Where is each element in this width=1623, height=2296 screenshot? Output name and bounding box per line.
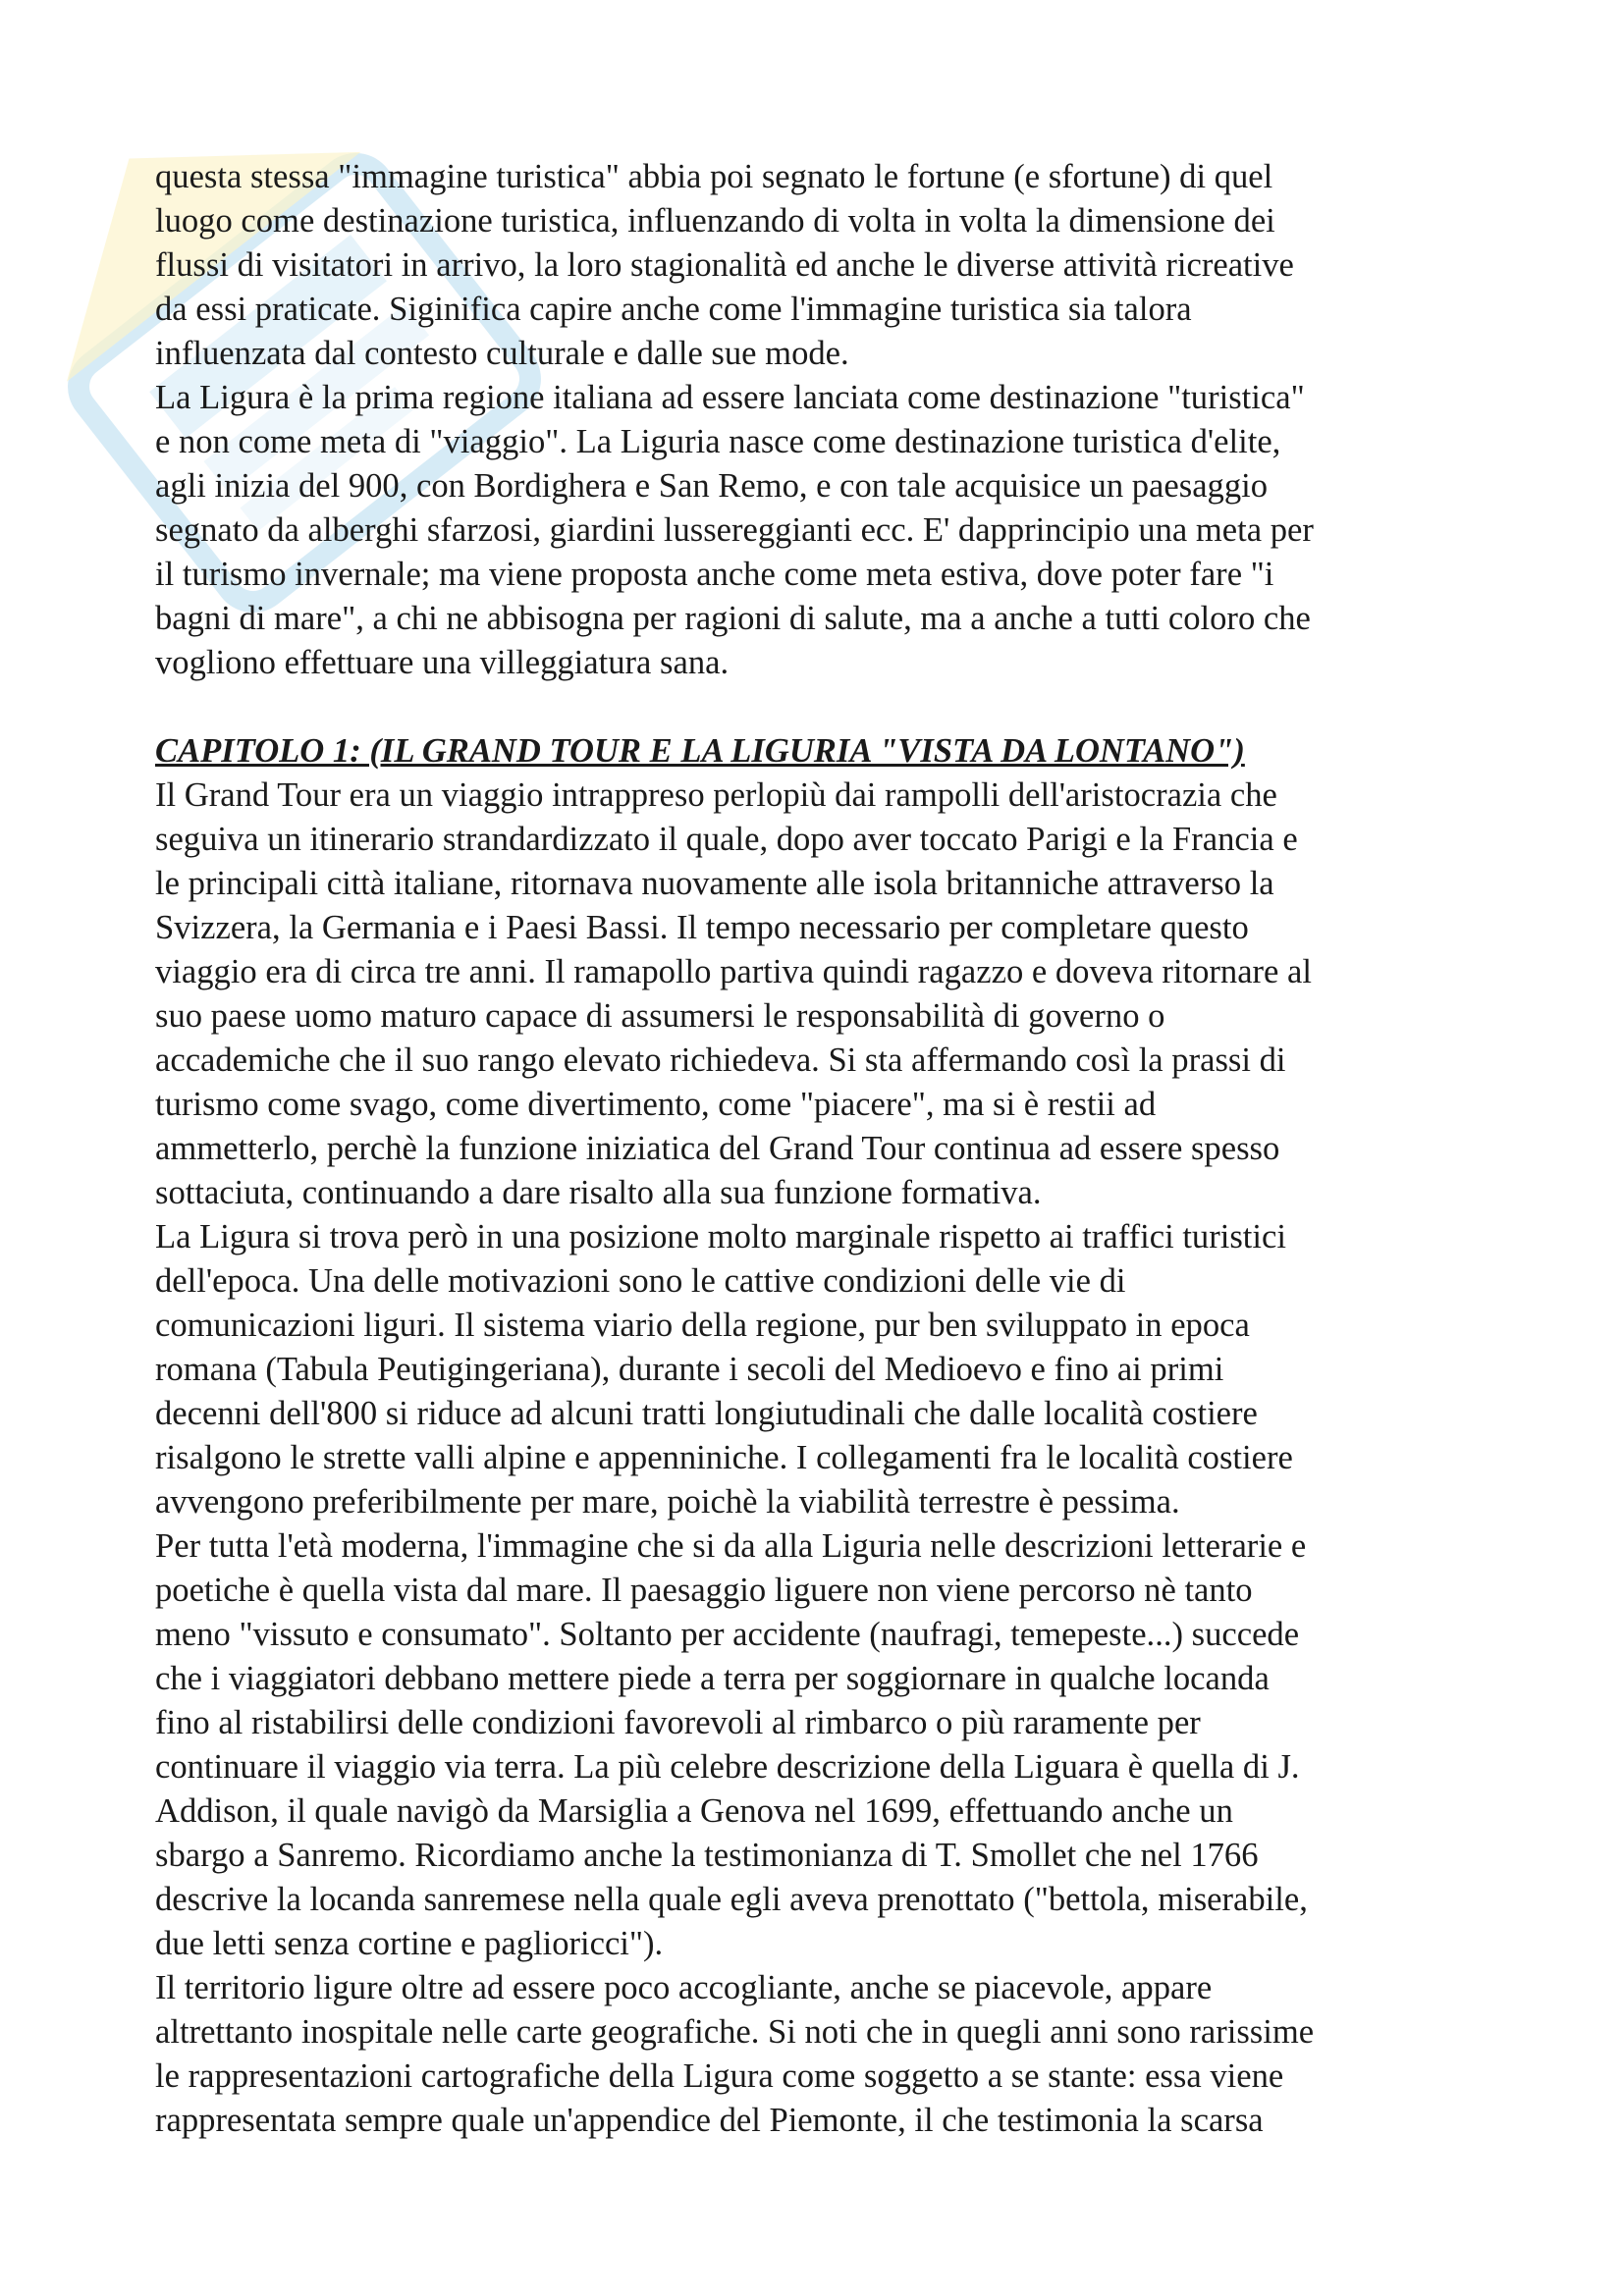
chapter-title: CAPITOLO 1: (IL GRAND TOUR E LA LIGURIA "VISTA DA LONTANO") <box>155 732 1245 770</box>
document-body <box>155 155 1471 2143</box>
paragraph-intro-1: questa stessa "immagine turistica" abbia poi segnato le fortune (e sfortune) di quel luogo come destinazione turistica, influenzando di volta in volta la dimensione dei flussi di visitatori in arrivo, la loro stagionalità ed anche le diverse attività ricreative da essi praticate. Siginifica capire anche come l'immagine turistica sia talora influenzata dal contesto culturale e dalle sue mode. <box>155 158 1294 372</box>
paragraph-spacer <box>155 685 1471 729</box>
paragraph-liguria-sea-view: Per tutta l'età moderna, l'immagine che si da alla Liguria nelle descrizioni letterarie e poetiche è quella vista dal mare. Il paesaggio liguere non viene percorso nè tanto meno "vissuto e consumato". Soltanto per accidente (naufragi, temepeste...) succede che i viaggiatori debbano mettere piede a terra per soggiornare in qualche locanda fino al ristabilirsi delle condizioni favorevoli al rimbarco o più raramente per continuare il viaggio via terra. La più celebre descrizione della Liguara è quella di J. Addison, il quale navigò da Marsiglia a Genova nel 1699, effettuando anche un sbargo a Sanremo. Ricordiamo anche la testimonianza di T. Smollet che nel 1766 descrive la locanda sanremese nella quale egli aveva prenottato ("bettola, miserabile, due letti senza cortine e paglioricci"). <box>155 1527 1308 1962</box>
paragraph-intro-2: La Ligura è la prima regione italiana ad essere lanciata come destinazione "turistica" e non come meta di "viaggio". La Liguria nasce come destinazione turistica d'elite, agli inizia del 900, con Bordighera e San Remo, e con tale acquisice un paesaggio segnato da alberghi sfarzosi, giardini lussereggianti ecc. E' dapprincipio una meta per il turismo invernale; ma viene proposta anche come meta estiva, dove poter fare "i bagni di mare", a chi ne abbisogna per ragioni di salute, ma a anche a tutti coloro che vogliono effettuare una villeggiatura sana. <box>155 379 1314 681</box>
paragraph-liguria-marginal: La Ligura si trova però in una posizione molto marginale rispetto ai traffici turistici dell'epoca. Una delle motivazioni sono le cattive condizioni delle vie di comunicazioni liguri. Il sistema viario della regione, pur ben sviluppato in epoca romana (Tabula Peutigingeriana), durante i secoli del Medioevo e fino ai primi decenni dell'800 si riduce ad alcuni tratti longiutudinali che dalle località costiere risalgono le strette valli alpine e appenniniche. I collegamenti fra le località costiere avvengono preferibilmente per mare, poichè la viabilità terrestre è pessima. <box>155 1218 1293 1521</box>
paragraph-liguria-maps: Il territorio ligure oltre ad essere poco accogliante, anche se piacevole, appare altrettanto inospitale nelle carte geografiche. Si noti che in quegli anni sono rarissime le rappresentazioni cartografiche della Ligura come soggetto a se stante: essa viene rappresentata sempre quale un'appendice del Piemonte, il che testimonia la scarsa <box>155 1969 1315 2139</box>
paragraph-grand-tour: Il Grand Tour era un viaggio intrappreso perlopiù dai rampolli dell'aristocrazia che seguiva un itinerario strandardizzato il quale, dopo aver toccato Parigi e la Francia e le principali città italiane, ritornava nuovamente alle isola britanniche attraverso la Svizzera, la Germania e i Paesi Bassi. Il tempo necessario per completare questo viaggio era di circa tre anni. Il ramapollo partiva quindi ragazzo e doveva ritornare al suo paese uomo maturo capace di assumersi le responsabilità di governo o accademiche che il suo rango elevato richiedeva. Si sta affermando così la prassi di turismo come svago, come divertimento, come "piacere", ma si è restii ad ammetterlo, perchè la funzione iniziatica del Grand Tour continua ad essere spesso sottaciuta, continuando a dare risalto alla sua funzione formativa. <box>155 776 1313 1211</box>
